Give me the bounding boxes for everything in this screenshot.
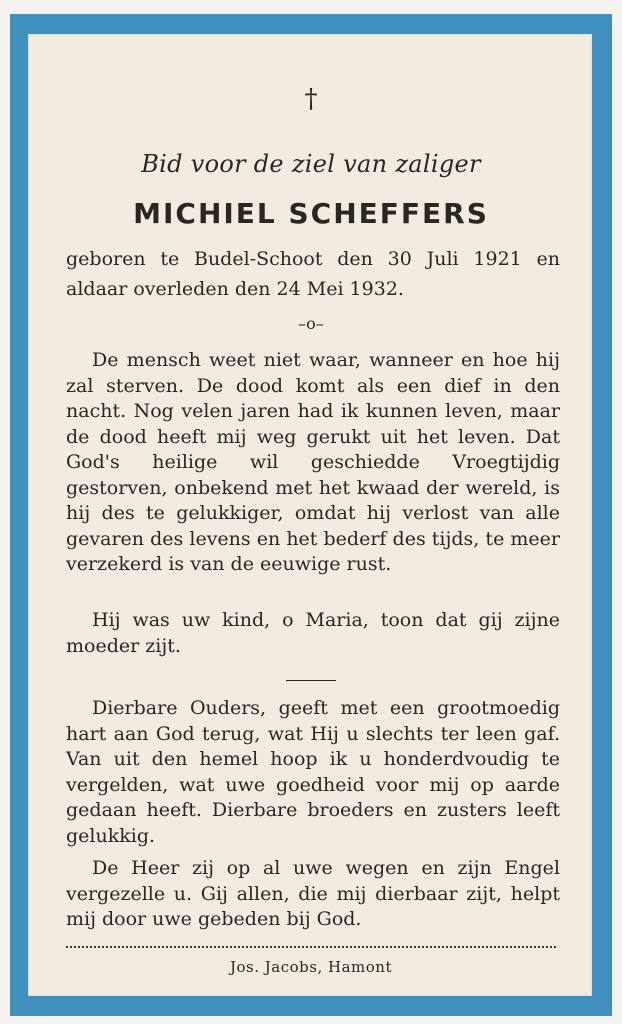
birth-death-text: geboren te Budel-Schoot den 30 Juli 1921 en aldaar overleden den 24 Mei 1932. — [66, 248, 560, 300]
short-divider — [286, 680, 336, 681]
paragraph-1: De mensch weet niet waar, wanneer en hoe hij zal sterven. De dood komt als een dief in den nacht. Nog velen jaren had ik kunnen leven, maar de dood heeft mij weg gerukt uit het leven. Dat God's heilige wil geschiedde Vroegtijdig gestorven, onbekend met het kwaad der wereld, is hij des te gelukkiger, omdat hij verlost van alle gevaren des levens en het bederf des tijds, te meer verzekerd is van de eeuwige rust. — [66, 349, 560, 575]
ornament-separator: –o– — [298, 314, 324, 333]
paragraph-2: Hij was uw kind, o Maria, toon dat gij zijne moeder zijt. — [66, 609, 560, 657]
paragraph-4: De Heer zij op al uwe wegen en zijn Engel vergezelle u. Gij allen, die mij dierbaar zijt, helpt mij door uwe gebeden bij God. — [66, 857, 560, 930]
deceased-name: MICHIEL SCHEFFERS — [133, 197, 489, 230]
paragraph-3: Dierbare Ouders, geeft met een grootmoedig hart aan God terug, wat Hij u slechts ter leen gaf. Van uit den hemel hoop ik u honderdvoudig te vergelden, wat uwe goedheid voor mij op aarde gedaan heeft. Dierbare broeders en zusters leeft gelukkig. — [66, 697, 560, 847]
cross-icon: † — [304, 84, 318, 114]
dotted-divider — [66, 946, 556, 948]
intro-line: Bid voor de ziel van zaliger — [141, 150, 481, 178]
printer-credit: Jos. Jacobs, Hamont — [230, 958, 392, 976]
